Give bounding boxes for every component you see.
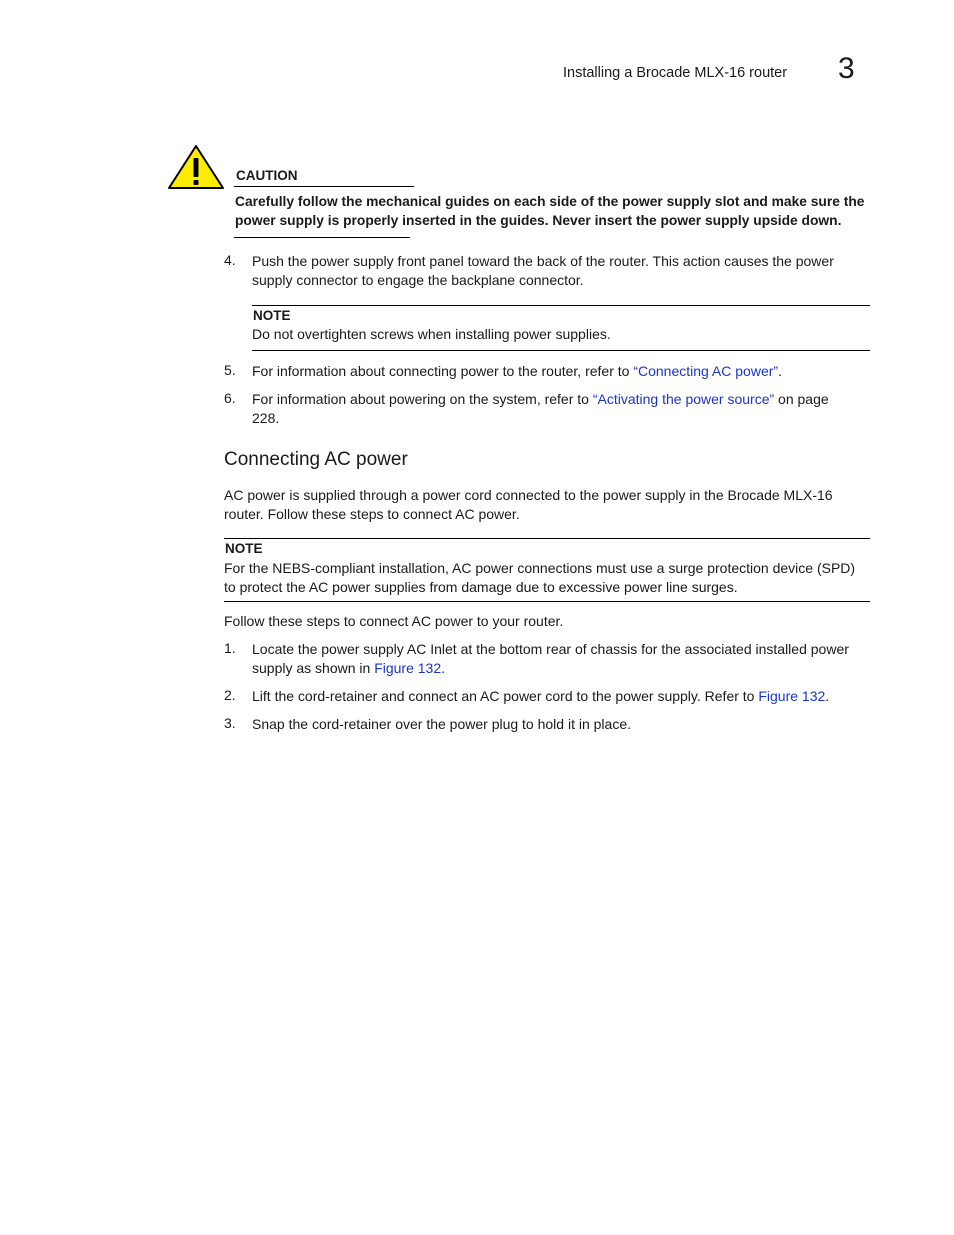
caution-rule-top: [234, 186, 414, 187]
activating-power-source-link[interactable]: “Activating the power source”: [592, 391, 775, 407]
step-text-post: .: [441, 660, 446, 676]
caution-rule-bottom: [234, 237, 410, 238]
step-text: Push the power supply front panel toward the back of the router. This action causes the power supply connector to engage the backplane connector.: [252, 253, 834, 288]
note-label: NOTE: [225, 541, 263, 556]
section-heading: Connecting AC power: [224, 449, 408, 470]
step-number: 2.: [224, 687, 236, 703]
step-number: 6.: [224, 390, 236, 406]
step-number: 3.: [224, 715, 236, 731]
step-text: [252, 640, 870, 678]
step-text: [252, 362, 872, 381]
warning-triangle-icon: [167, 144, 225, 190]
step-number: 1.: [224, 640, 236, 656]
step-text: Snap the cord-retainer over the power plug to hold it in place.: [252, 716, 632, 732]
caution-text: Carefully follow the mechanical guides on each side of the power supply slot and make sure the power supply is properly inserted in the guides. Never insert the power supply upside down.: [235, 194, 865, 228]
section-lead: Follow these steps to connect AC power to your router.: [224, 613, 564, 629]
note-text: Do not overtighten screws when installing power supplies.: [252, 326, 611, 342]
step-text: [252, 390, 842, 428]
caution-label: CAUTION: [236, 168, 298, 183]
note-text: For the NEBS-compliant installation, AC power connections must use a surge protection device (SPD) to protect the AC power supplies from damage due to excessive power line surges.: [224, 560, 856, 595]
note-rule-top: [224, 538, 870, 539]
step-text-pre: Locate the power supply AC Inlet at the bottom rear of chassis for the associated installed power supply as shown in: [252, 641, 849, 676]
step-text-post: .: [825, 688, 830, 704]
note-rule-bottom: [252, 350, 870, 351]
step-number: 5.: [224, 362, 236, 378]
step-text-pre: Lift the cord-retainer and connect an AC power cord to the power supply. Refer to: [252, 688, 759, 704]
figure-132-link[interactable]: Figure 132: [758, 688, 826, 704]
step-text: [252, 687, 892, 706]
step-number: 4.: [224, 252, 236, 268]
section-intro: AC power is supplied through a power cord connected to the power supply in the Brocade MLX-16 router. Follow these steps to connect AC power.: [224, 487, 833, 522]
step-text-pre: For information about connecting power to the router, refer to: [252, 363, 634, 379]
note-rule-top: [252, 305, 870, 306]
chapter-number: 3: [838, 52, 855, 85]
step-text-pre: For information about powering on the system, refer to: [252, 391, 593, 407]
note-rule-bottom: [224, 601, 870, 602]
note-label: NOTE: [253, 308, 291, 323]
figure-132-link[interactable]: Figure 132: [374, 660, 442, 676]
step-text-post: .: [778, 363, 782, 379]
connecting-ac-power-link[interactable]: “Connecting AC power”: [633, 363, 779, 379]
running-header: Installing a Brocade MLX-16 router: [563, 65, 788, 81]
step-text-post: on page 228.: [252, 391, 829, 426]
